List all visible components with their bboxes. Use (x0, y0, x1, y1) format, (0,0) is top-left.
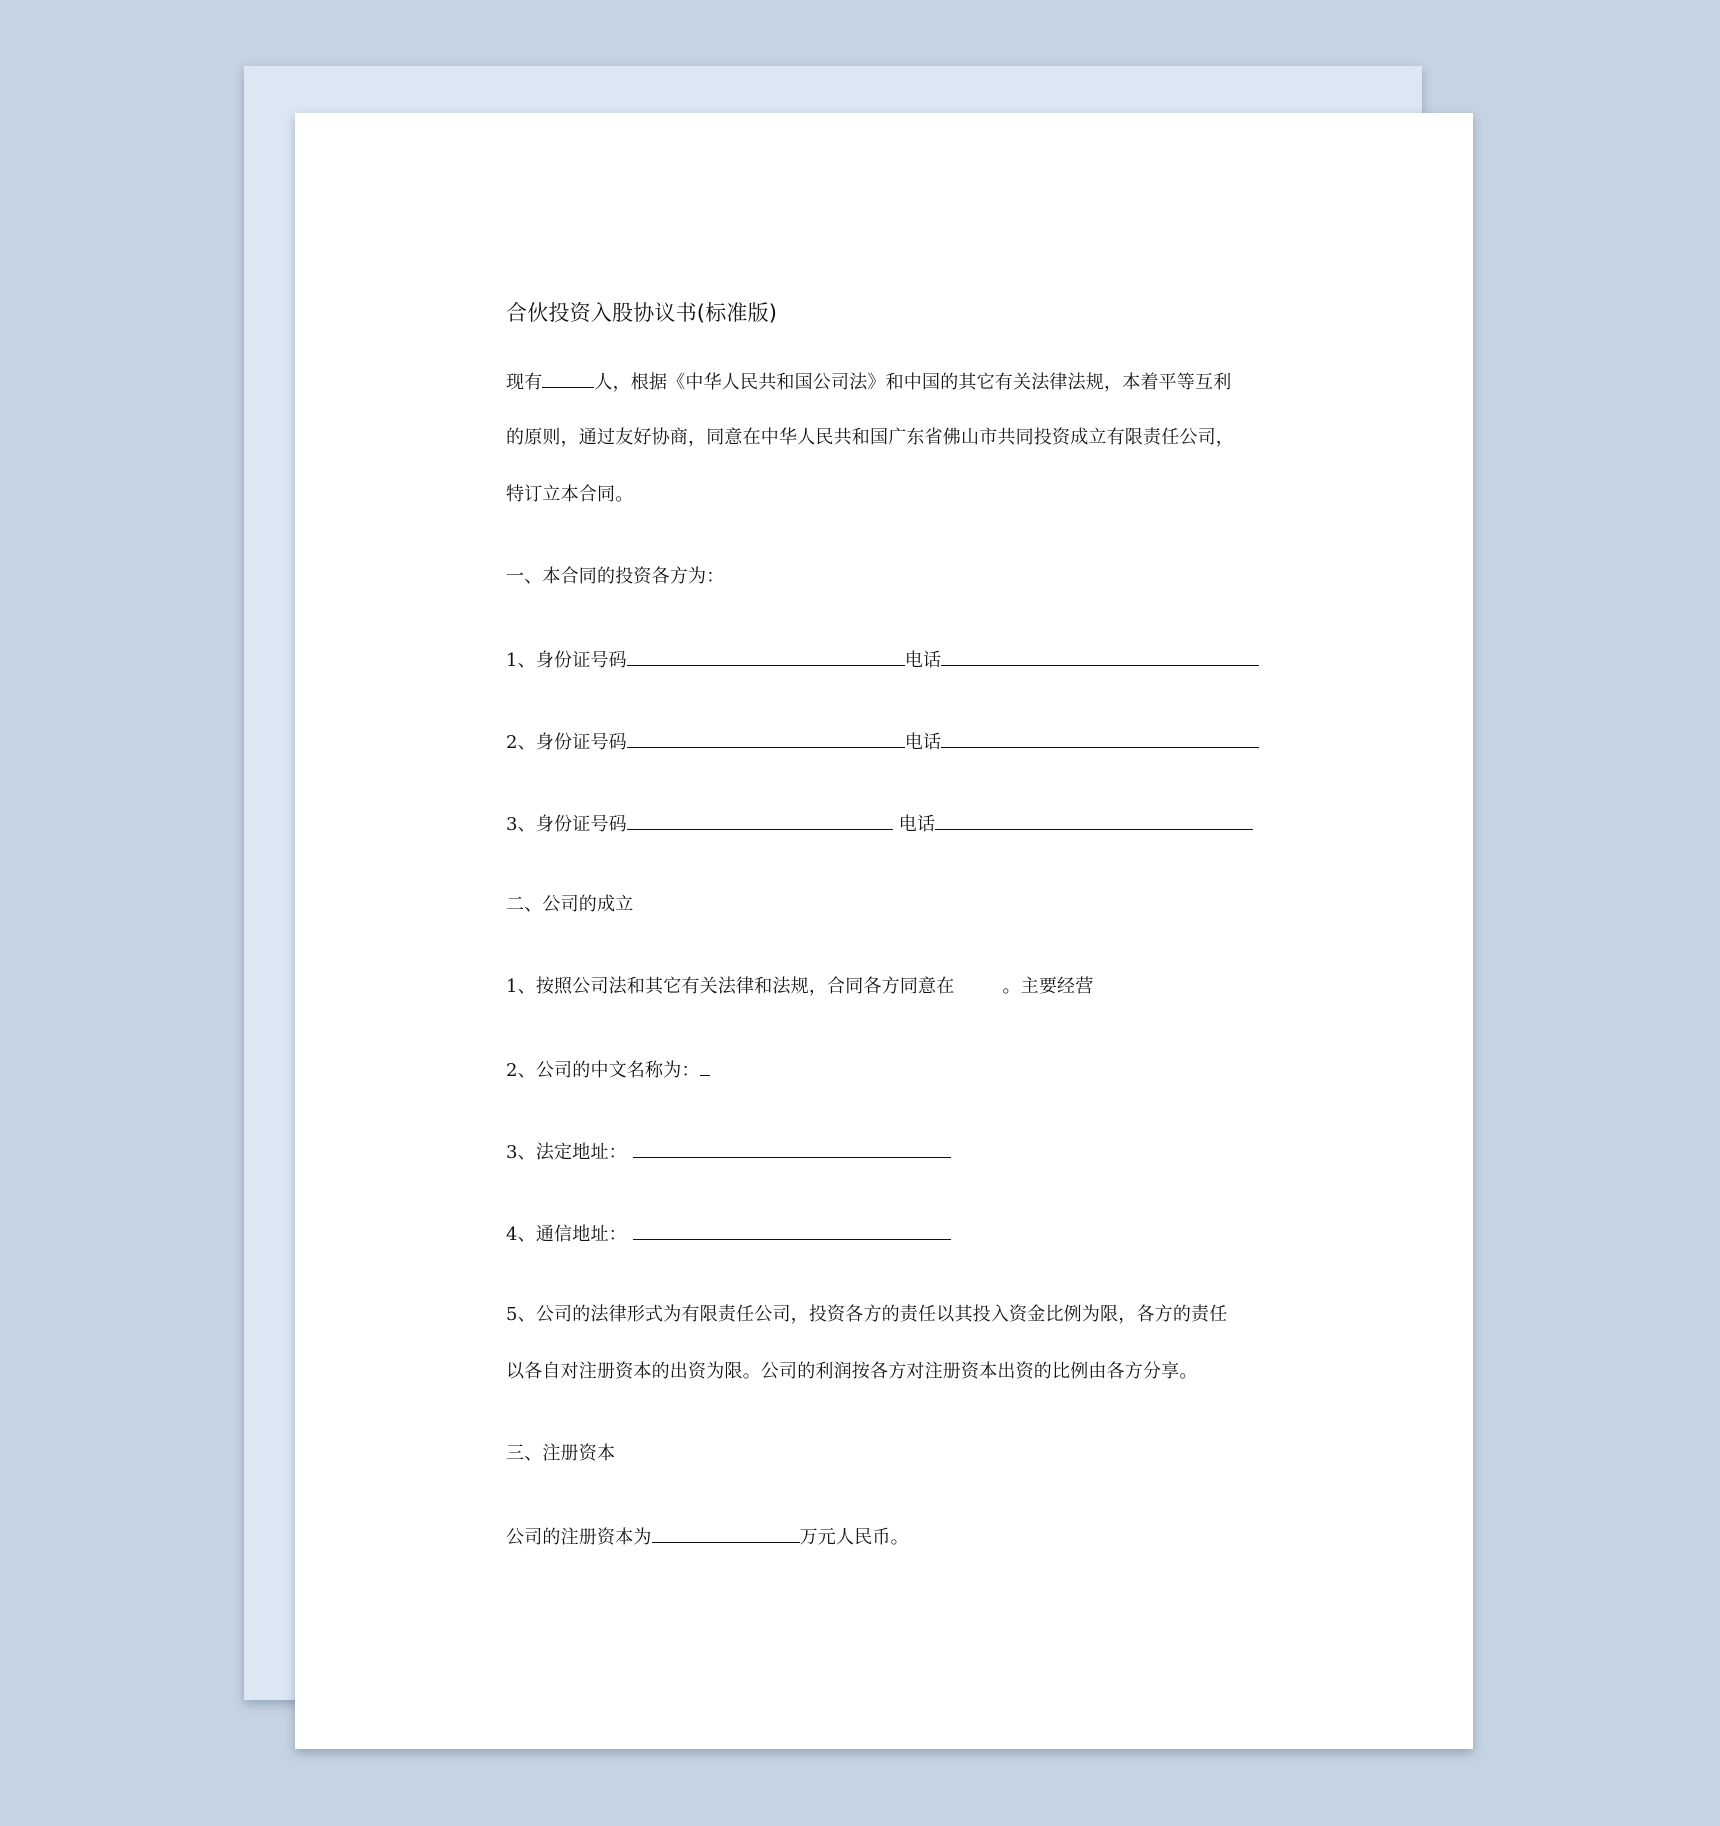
mailing-address-blank (633, 1221, 951, 1240)
registered-capital-line (506, 1524, 909, 1550)
capital-amount-blank (652, 1524, 800, 1543)
party-3-id-blank (627, 811, 893, 830)
party-3-phone-blank (935, 811, 1253, 830)
item1-prefix: 1、按照公司法和其它有关法律和法规，合同各方同意在 (506, 976, 955, 997)
intro-line-3: 特订立本合同。 (506, 484, 634, 505)
party-row-2 (506, 729, 1259, 755)
section2-item-5-line-1: 5、公司的法律形式为有限责任公司，投资各方的责任以其投入资金比例为限，各方的责任 (506, 1304, 1228, 1325)
intro-line-1 (506, 369, 1231, 395)
party-2-id-label: 2、身份证号码 (506, 732, 627, 753)
item4-label: 4、通信地址： (506, 1224, 627, 1245)
party-2-id-blank (627, 729, 905, 748)
party-1-phone-blank (941, 647, 1259, 666)
intro-line-2: 的原则，通过友好协商，同意在中华人民共和国广东省佛山市共同投资成立有限责任公司， (506, 427, 1234, 448)
party-row-3 (506, 811, 1253, 837)
party-count-blank (542, 369, 594, 388)
party-3-phone-label: 电话 (892, 814, 936, 835)
intro-prefix: 现有 (506, 372, 543, 393)
intro-line-1-text: 人，根据《中华人民共和国公司法》和中国的其它有关法律法规，本着平等互利 (594, 372, 1232, 393)
capital-suffix: 万元人民币。 (799, 1527, 909, 1548)
party-1-phone-label: 电话 (904, 650, 942, 671)
section2-item-2 (506, 1057, 710, 1083)
item1-suffix: 。主要经营 (1002, 976, 1094, 997)
party-1-id-blank (627, 647, 905, 666)
document-title: 合伙投资入股协议书(标准版) (506, 301, 778, 325)
item3-label: 3、法定地址： (506, 1142, 627, 1163)
section2-item-3 (506, 1139, 951, 1165)
section2-item-4 (506, 1221, 951, 1247)
party-3-id-label: 3、身份证号码 (506, 814, 627, 835)
party-2-phone-label: 电话 (904, 732, 942, 753)
capital-prefix: 公司的注册资本为 (506, 1527, 652, 1548)
document-page (295, 113, 1473, 1749)
section2-item-5-line-2: 以各自对注册资本的出资为限。公司的利润按各方对注册资本出资的比例由各方分享。 (506, 1361, 1198, 1382)
party-1-id-label: 1、身份证号码 (506, 650, 627, 671)
section2-item-1 (506, 975, 1093, 999)
legal-address-blank (633, 1139, 951, 1158)
party-2-phone-blank (941, 729, 1259, 748)
section3-heading: 三、注册资本 (506, 1443, 616, 1464)
party-row-1 (506, 647, 1259, 673)
section1-heading: 一、本合同的投资各方为： (506, 566, 725, 587)
company-name-blank (700, 1057, 710, 1076)
item2-label: 2、公司的中文名称为： (506, 1060, 700, 1081)
section2-heading: 二、公司的成立 (506, 894, 634, 915)
